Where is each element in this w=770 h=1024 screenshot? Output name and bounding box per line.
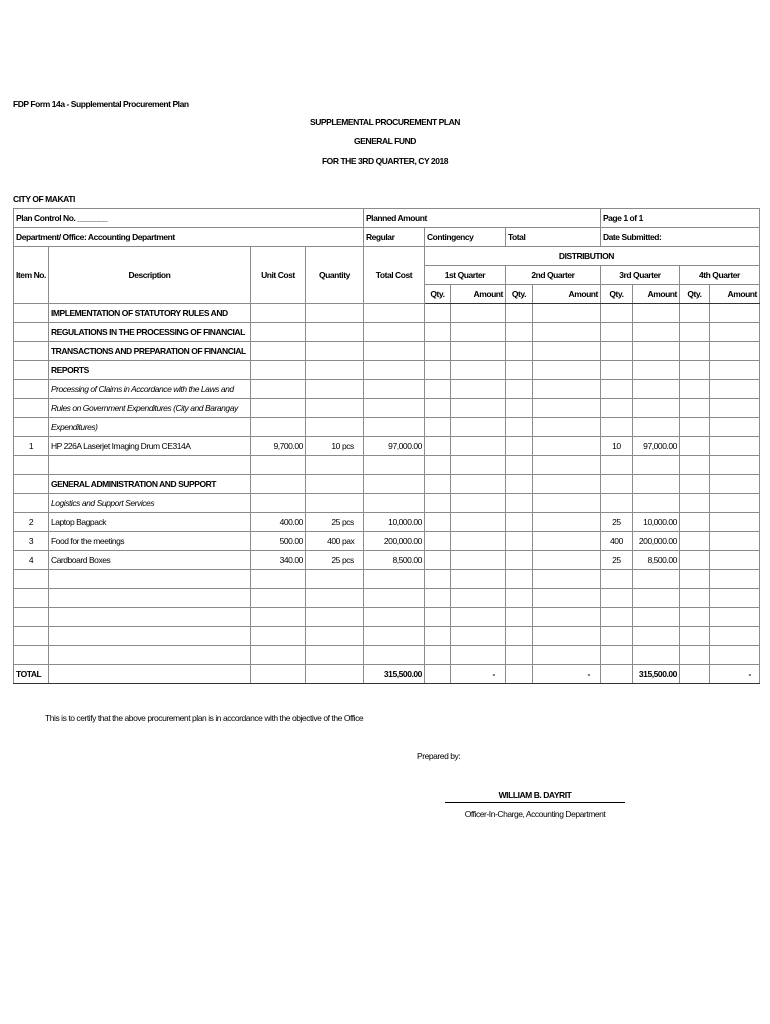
table-row — [14, 646, 760, 665]
q2-qty-header: Qty. — [505, 285, 532, 304]
procurement-table — [13, 208, 760, 684]
table-row — [14, 380, 760, 399]
program-title: IMPLEMENTATION OF STATUTORY RULES AND — [48, 304, 250, 323]
unit-cost-header: Unit Cost — [250, 247, 305, 304]
table-row — [14, 589, 760, 608]
total-cost-header: Total Cost — [363, 247, 424, 304]
header-row-1 — [14, 209, 760, 228]
total-label: Total — [505, 228, 600, 247]
q3-qty: 400 — [600, 532, 632, 551]
activity-title: Processing of Claims in Accordance with the Laws and — [48, 380, 250, 399]
table-row — [14, 418, 760, 437]
q2-amount-header: Amount — [532, 285, 600, 304]
description-header: Description — [48, 247, 250, 304]
q1-amount-header: Amount — [450, 285, 505, 304]
total-cost: 97,000.00 — [363, 437, 424, 456]
signatory-position: Officer-In-Charge, Accounting Department — [464, 809, 606, 819]
unit-cost: 400.00 — [250, 513, 305, 532]
unit-cost: 9,700.00 — [250, 437, 305, 456]
program-title: REPORTS — [48, 361, 250, 380]
distribution-header: DISTRIBUTION — [424, 247, 759, 266]
program-title: TRANSACTIONS AND PREPARATION OF FINANCIAL — [48, 342, 250, 361]
planned-amount: Planned Amount — [363, 209, 600, 228]
table-row — [14, 532, 760, 551]
table-row — [14, 513, 760, 532]
q4-amount-header: Amount — [709, 285, 759, 304]
q3-amount: 97,000.00 — [632, 437, 679, 456]
quantity-header: Quantity — [305, 247, 363, 304]
unit-cost: 340.00 — [250, 551, 305, 570]
item-description: Cardboard Boxes — [48, 551, 250, 570]
item-no: 4 — [14, 551, 49, 570]
prepared-by-label: Prepared by: — [417, 751, 461, 761]
total-cost: 10,000.00 — [363, 513, 424, 532]
activity-title: Logistics and Support Services — [48, 494, 250, 513]
program-title: GENERAL ADMINISTRATION AND SUPPORT — [48, 475, 250, 494]
q3-qty: 25 — [600, 551, 632, 570]
item-no-header: Item No. — [14, 247, 49, 304]
page-number: Page 1 of 1 — [600, 209, 759, 228]
q3-qty: 10 — [600, 437, 632, 456]
quantity — [305, 437, 363, 456]
q3-amount: 8,500.00 — [632, 551, 679, 570]
q2-header: 2nd Quarter — [505, 266, 600, 285]
qty-unit: pax — [341, 536, 355, 546]
certification-text: This is to certify that the above procurement plan is in accordance with the objective of the Office — [45, 713, 364, 723]
total-cost: 8,500.00 — [363, 551, 424, 570]
q3-total: 315,500.00 — [632, 665, 679, 684]
qty-unit: pcs — [341, 441, 354, 451]
city-name: CITY OF MAKATI — [13, 194, 75, 204]
qty-value: 25 — [331, 555, 340, 565]
table-row — [14, 399, 760, 418]
program-title: REGULATIONS IN THE PROCESSING OF FINANCIAL — [48, 323, 250, 342]
total-label-cell: TOTAL — [14, 665, 49, 684]
item-description: HP 226A Laserjet Imaging Drum CE314A — [48, 437, 250, 456]
table-row — [14, 456, 760, 475]
signature-line — [445, 802, 625, 803]
form-label: FDP Form 14a - Supplemental Procurement Plan — [13, 99, 189, 109]
q4-header: 4th Quarter — [679, 266, 759, 285]
department: Department/ Office: Accounting Department — [14, 228, 364, 247]
plan-control: Plan Control No. _______ — [14, 209, 364, 228]
table-row — [14, 627, 760, 646]
total-cost: 200,000.00 — [363, 532, 424, 551]
item-description: Food for the meetings — [48, 532, 250, 551]
table-row — [14, 551, 760, 570]
q3-amount-header: Amount — [632, 285, 679, 304]
table-row — [14, 323, 760, 342]
q3-header: 3rd Quarter — [600, 266, 679, 285]
header-row-3 — [14, 247, 760, 266]
fund-title: GENERAL FUND — [354, 136, 416, 146]
item-no: 1 — [14, 437, 49, 456]
table-row — [14, 608, 760, 627]
quantity — [305, 513, 363, 532]
qty-unit: pcs — [341, 555, 354, 565]
activity-title: Rules on Government Expenditures (City and Barangay — [48, 399, 250, 418]
q3-qty: 25 — [600, 513, 632, 532]
q4-total: - — [709, 665, 759, 684]
q1-total: - — [450, 665, 505, 684]
qty-value: 400 — [327, 536, 340, 546]
table-row — [14, 304, 760, 323]
period-title: FOR THE 3RD QUARTER, CY 2018 — [321, 156, 449, 166]
quantity — [305, 551, 363, 570]
contingency-label: Contingency — [424, 228, 505, 247]
q1-header: 1st Quarter — [424, 266, 505, 285]
qty-value: 25 — [331, 517, 340, 527]
q4-qty-header: Qty. — [679, 285, 709, 304]
quantity — [305, 532, 363, 551]
table-row — [14, 570, 760, 589]
header-row-2 — [14, 228, 760, 247]
q3-qty-header: Qty. — [600, 285, 632, 304]
item-description: Laptop Bagpack — [48, 513, 250, 532]
date-submitted: Date Submitted: — [600, 228, 759, 247]
qty-value: 10 — [331, 441, 340, 451]
q1-qty-header: Qty. — [424, 285, 450, 304]
table-row — [14, 475, 760, 494]
total-row — [14, 665, 760, 684]
activity-title: Expenditures) — [48, 418, 250, 437]
item-no: 3 — [14, 532, 49, 551]
table-row — [14, 437, 760, 456]
signatory-name: WILLIAM B. DAYRIT — [498, 790, 572, 800]
qty-unit: pcs — [341, 517, 354, 527]
q2-total: - — [532, 665, 600, 684]
table-row — [14, 494, 760, 513]
q3-amount: 200,000.00 — [632, 532, 679, 551]
table-row — [14, 342, 760, 361]
q3-amount: 10,000.00 — [632, 513, 679, 532]
item-no: 2 — [14, 513, 49, 532]
grand-total-cost: 315,500.00 — [363, 665, 424, 684]
document-title: SUPPLEMENTAL PROCUREMENT PLAN — [309, 117, 461, 127]
unit-cost: 500.00 — [250, 532, 305, 551]
table-row — [14, 361, 760, 380]
regular-label: Regular — [363, 228, 424, 247]
